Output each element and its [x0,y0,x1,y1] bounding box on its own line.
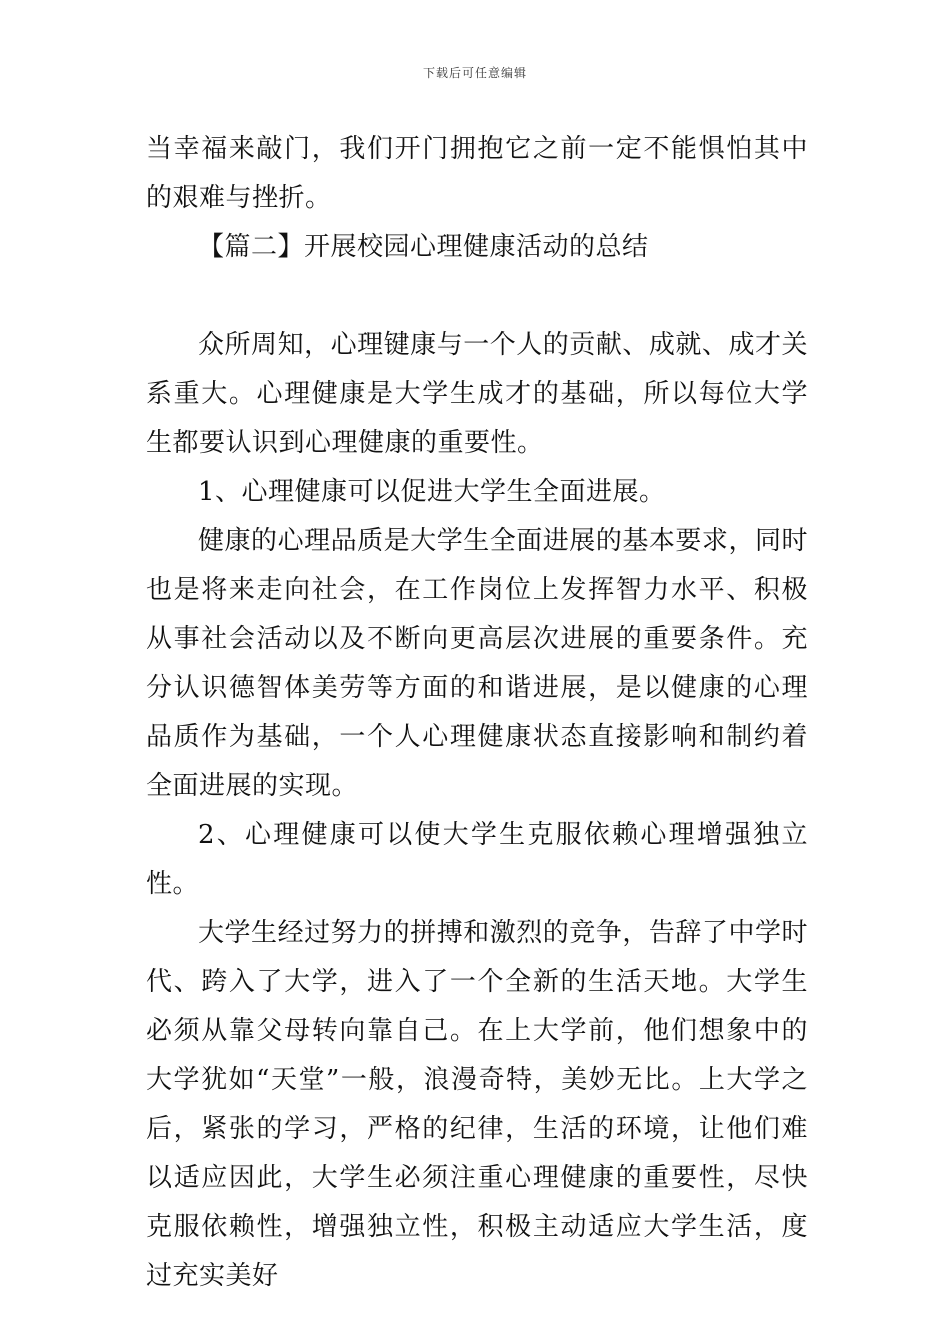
page-header: 下载后可任意编辑 [422,66,527,80]
paragraph: 大学生经过努力的拼搏和激烈的竞争，告辞了中学时代、跨入了大学，进入了一个全新的生活天地。大学生必须从靠父母转向靠自己。在上大学前，他们想象中的大学犹如“天堂”一般，浪漫奇特，美妙无比。上大学之后，紧张的学习，严格的纪律，生活的环境，让他们难以适应因此，大学生必须注重心理健康的重要性，尽快克服依赖性，增强独立性，积极主动适应大学生活，度过充实美好 [146,918,808,1291]
list-point-2: 2、心理健康可以使大学生克服依赖心理增强独立性。 [146,820,808,899]
paragraph: 健康的心理品质是大学生全面进展的基本要求，同时也是将来走向社会，在工作岗位上发挥智力水平、积极从事社会活动以及不断向更高层次进展的重要条件。充分认识德智体美劳等方面的和谐进展，是以健康的心理品质作为基础，一个人心理健康状态直接影响和制约着全面进展的实现。 [146,526,808,801]
list-point-1: 1、心理健康可以促进大学生全面进展。 [198,477,666,507]
section-heading: 【篇二】开展校园心理健康活动的总结 [198,232,649,262]
paragraph: 众所周知，心理键康与一个人的贡献、成就、成才关系重大。心理健康是大学生成才的基础，所以每位大学生都要认识到心理健康的重要性。 [146,330,808,458]
document-body [146,125,808,1301]
paragraph-intro: 当幸福来敲门，我们开门拥抱它之前一定不能惧怕其中的艰难与挫折。 [146,134,808,213]
